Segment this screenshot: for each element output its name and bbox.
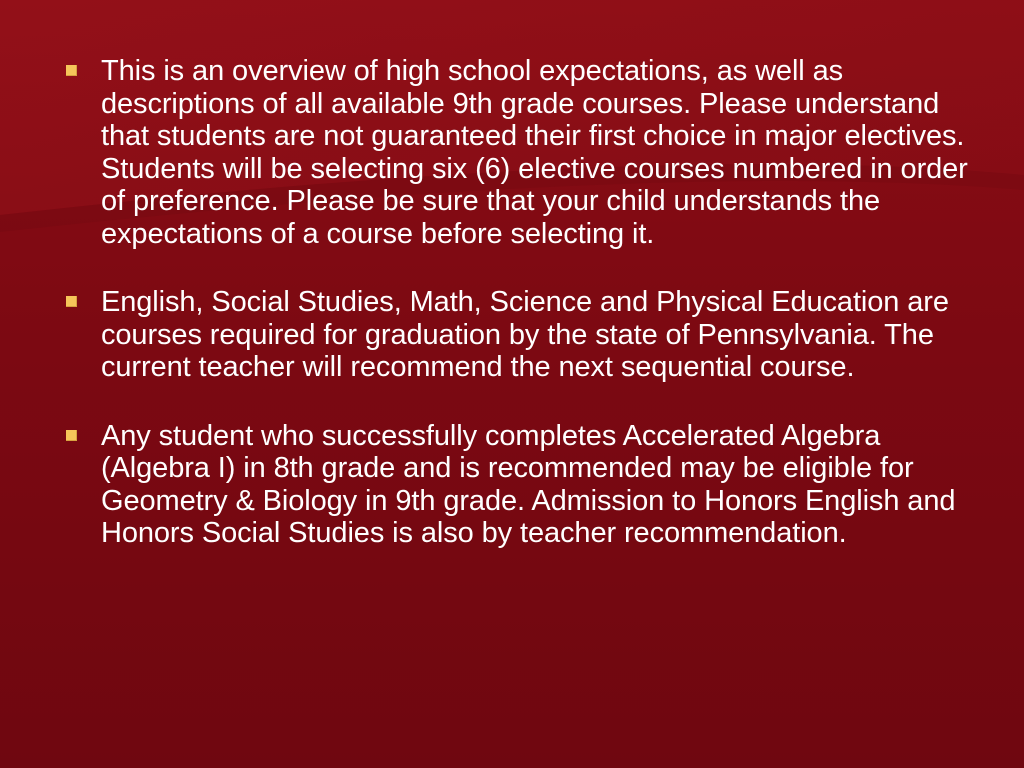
square-bullet-icon <box>66 65 77 76</box>
bullet-text: Any student who successfully completes Accelerated Algebra (Algebra I) in 8th grade and is recommended may be eligible for Geometry & Biology in 9th grade. Admission to Honors English and Honors Social Studies is also by teacher recommendation. <box>101 419 956 549</box>
bullet-item <box>62 286 972 384</box>
bullet-item <box>62 420 972 550</box>
square-bullet-icon <box>66 296 77 307</box>
bullet-list <box>62 55 972 586</box>
bullet-text: English, Social Studies, Math, Science and Physical Education are courses required for graduation by the state of Pennsylvania. The current teacher will recommend the next sequential course. <box>101 286 949 383</box>
square-bullet-icon <box>66 430 77 441</box>
bullet-item <box>62 55 972 250</box>
bullet-text: This is an overview of high school expectations, as well as descriptions of all available 9th grade courses. Please understand that students are not guaranteed their first choice in major electives. Students will be selecting six (6) elective courses numbered in order of preference. Please be sure that your child understands the expectations of a course before selecting it. <box>101 55 968 250</box>
